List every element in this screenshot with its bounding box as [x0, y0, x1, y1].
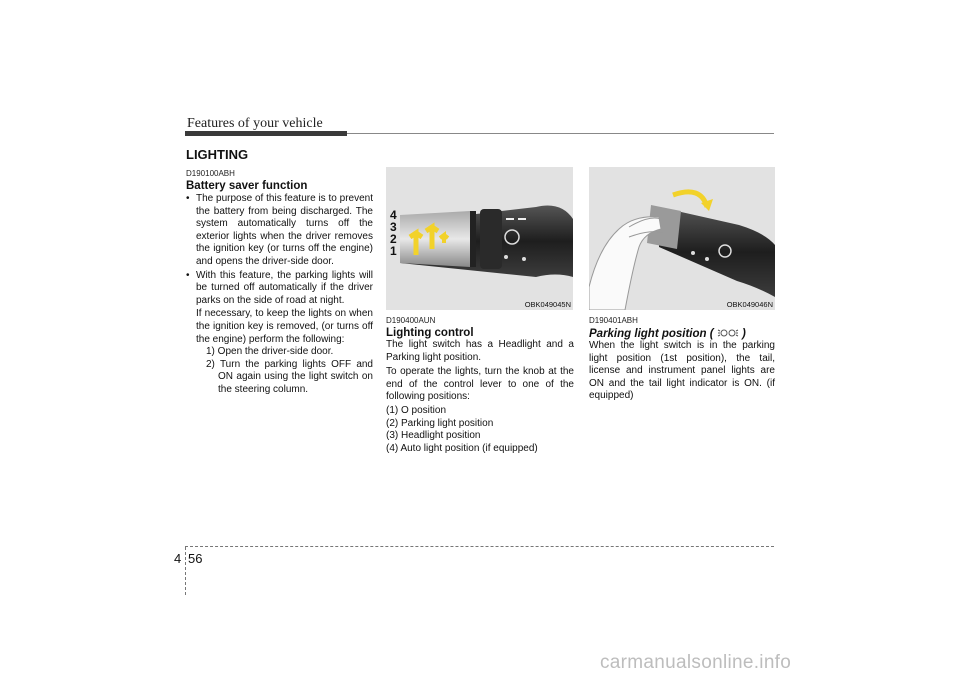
page-number: 56: [188, 551, 203, 566]
paragraph: The light switch has a Headlight and a Parking light position.: [386, 339, 574, 363]
section-code: D190401ABH: [589, 316, 638, 325]
parking-light-icon: [717, 327, 739, 339]
section-code: D190100ABH: [186, 169, 235, 178]
page-header-title: Features of your vehicle: [187, 116, 323, 131]
bullet-text: The purpose of this feature is to prevent the battery from being discharged. The system automatically turns off the exterior lights when the driver removes the ignition key (or turns off the engine) and opens the driver-side door.: [196, 193, 373, 267]
light-switch-illustration: [386, 167, 573, 310]
bullet-text: With this feature, the parking lights will be turned off automatically if the driver parks on the side of road at night.: [196, 269, 373, 306]
column-battery-saver: [186, 169, 373, 397]
paragraph: When the light switch is in the parking light position (1st position), the tail, license and instrument panel lights are ON and the tail light indicator is ON. (if equipped): [589, 340, 775, 402]
subsection-heading: Battery saver function: [186, 180, 308, 192]
position-label: 1: [390, 244, 397, 258]
subsection-heading: [589, 327, 775, 340]
bullet-icon: •: [186, 269, 190, 281]
heading-text: Parking light position (: [589, 328, 714, 340]
column-parking-light: [589, 316, 775, 403]
header-rule: [347, 133, 774, 134]
footer-vertical-rule: [185, 547, 186, 595]
bullet-icon: •: [186, 193, 190, 204]
multifunction-switch-icon: [386, 167, 573, 310]
image-caption: OBK049046N: [726, 300, 773, 309]
footer-rule: [185, 546, 774, 547]
list-item: (1) O position: [386, 404, 447, 416]
header-bar: [185, 131, 347, 136]
section-title: LIGHTING: [186, 147, 249, 162]
hand-turning-switch-icon: [589, 167, 775, 310]
section-code: D190400AUN: [386, 316, 436, 325]
position-label: 3: [390, 220, 397, 234]
bullet-list: [186, 193, 373, 397]
watermark: carmanualsonline.info: [600, 652, 792, 673]
list-item: (2) Parking light position: [386, 417, 494, 429]
position-label: 2: [390, 232, 397, 246]
list-item: (4) Auto light position (if equipped): [386, 442, 538, 454]
chapter-number: 4: [174, 551, 182, 566]
position-label: 4: [390, 208, 397, 222]
paragraph: To operate the lights, turn the knob at the end of the control lever to one of the following positions:: [386, 366, 574, 403]
image-caption: OBK049045N: [524, 300, 571, 309]
list-item: (3) Headlight position: [386, 430, 481, 442]
heading-text: ): [742, 328, 746, 340]
step-item: 2) Turn the parking lights OFF and ON again using the light switch on the steering column.: [206, 358, 373, 395]
parking-light-illustration: [589, 167, 775, 310]
position-list: [386, 405, 574, 455]
bullet-item: [186, 270, 373, 397]
bullet-item: [186, 193, 373, 269]
column-lighting-control: [386, 316, 574, 455]
bullet-continuation: If necessary, to keep the lights on when the ignition key is removed, (or turns off the engine) perform the following:: [196, 308, 373, 345]
step-item: 1) Open the driver-side door.: [206, 346, 334, 358]
subsection-heading: Lighting control: [386, 327, 474, 339]
